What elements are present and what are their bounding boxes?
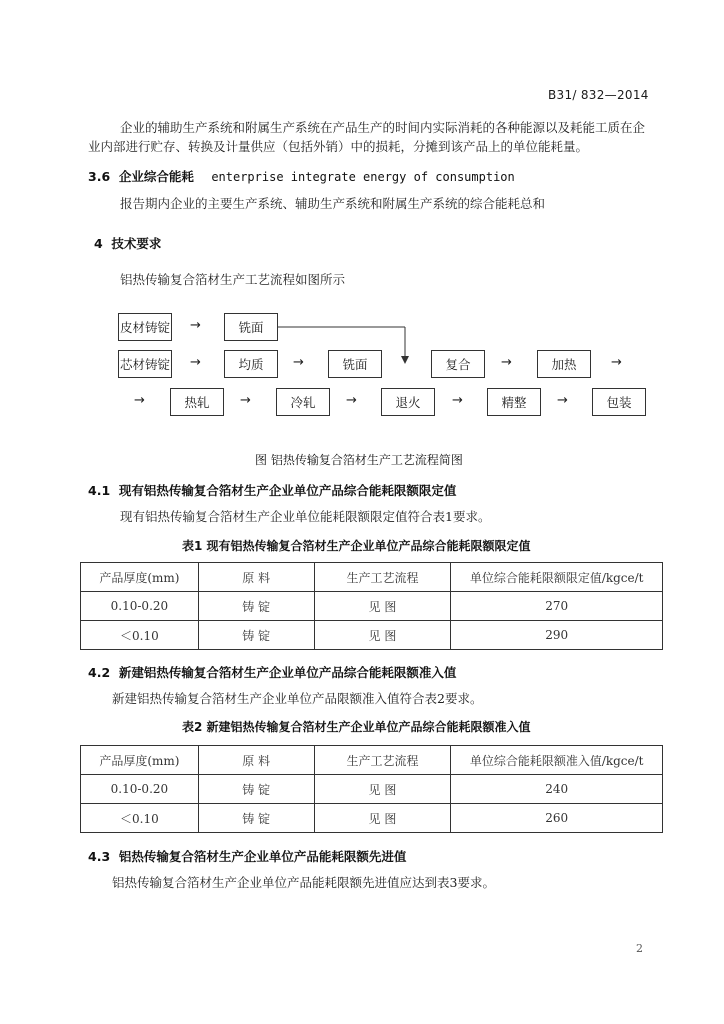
table-1 xyxy=(80,562,663,650)
table-cell: 0.10-0.20 xyxy=(81,775,199,804)
flow-arrow: → xyxy=(190,355,201,370)
section-4-heading xyxy=(94,234,161,252)
flow-box-heating: 加热 xyxy=(537,350,591,378)
section-number: 4.2 xyxy=(88,665,111,680)
table-row xyxy=(81,775,663,804)
flow-arrow: → xyxy=(134,393,145,408)
standard-number: B31/ 832—2014 xyxy=(548,88,649,102)
table-header-cell: 产品厚度(mm) xyxy=(81,563,199,592)
table-cell: 见 图 xyxy=(314,775,451,804)
section-4-1-body: 现有铝热传输复合箔材生产企业单位能耗限额限定值符合表1要求。 xyxy=(120,509,491,524)
table-row xyxy=(81,804,663,833)
flow-box-hot-rolling: 热轧 xyxy=(170,388,224,416)
table-2-caption: 表2 新建铝热传输复合箔材生产企业单位产品综合能耗限额准入值 xyxy=(182,720,531,734)
table-header-cell: 原 料 xyxy=(198,563,314,592)
section-title: 技术要求 xyxy=(111,236,162,251)
table-cell: 270 xyxy=(451,592,663,621)
section-title-en: enterprise integrate energy of consumption xyxy=(211,170,515,184)
flow-arrow: → xyxy=(190,318,201,333)
flow-box-skin-ingot: 皮材铸锭 xyxy=(118,313,172,341)
flow-box-core-ingot: 芯材铸锭 xyxy=(118,350,172,378)
flow-arrow: → xyxy=(611,355,622,370)
figure-caption: 图 铝热传输复合箔材生产工艺流程简图 xyxy=(255,453,463,467)
section-title: 新建铝热传输复合箔材生产企业单位产品综合能耗限额准入值 xyxy=(118,665,457,680)
flow-box-milling-1: 铣面 xyxy=(224,313,278,341)
section-number: 4.1 xyxy=(88,483,111,498)
table-cell: 见 图 xyxy=(314,804,451,833)
table-cell: 铸 锭 xyxy=(198,775,314,804)
table-cell: 铸 锭 xyxy=(198,621,314,650)
table-cell: ＜0.10 xyxy=(81,804,199,833)
section-4-3-body: 铝热传输复合箔材生产企业单位产品能耗限额先进值应达到表3要求。 xyxy=(112,875,495,890)
section-4-2-heading xyxy=(88,663,456,681)
table-cell: 240 xyxy=(451,775,663,804)
flow-arrow: → xyxy=(452,393,463,408)
flow-box-milling-2: 铣面 xyxy=(328,350,382,378)
section-number: 4.3 xyxy=(88,849,111,864)
flow-arrow: → xyxy=(501,355,512,370)
flow-arrow: → xyxy=(346,393,357,408)
flow-box-packaging: 包装 xyxy=(592,388,646,416)
section-number: 4 xyxy=(94,236,103,251)
page-number: 2 xyxy=(636,942,643,955)
table-header-cell: 原 料 xyxy=(198,746,314,775)
flow-box-annealing: 退火 xyxy=(381,388,435,416)
table-cell: 铸 锭 xyxy=(198,592,314,621)
section-number: 3.6 xyxy=(88,169,111,184)
flow-box-finishing: 精整 xyxy=(487,388,541,416)
table-header-row xyxy=(81,746,663,775)
table-header-cell: 产品厚度(mm) xyxy=(81,746,199,775)
section-4-2-body: 新建铝热传输复合箔材生产企业单位产品限额准入值符合表2要求。 xyxy=(112,691,483,706)
flow-arrow: → xyxy=(557,393,568,408)
table-cell: 见 图 xyxy=(314,592,451,621)
section-4-body: 铝热传输复合箔材生产工艺流程如图所示 xyxy=(120,272,346,287)
intro-line-1: 企业的辅助生产系统和附属生产系统在产品生产的时间内实际消耗的各种能源以及耗能工质在企 xyxy=(120,120,646,135)
table-cell: ＜0.10 xyxy=(81,621,199,650)
flow-box-homogenize: 均质 xyxy=(224,350,278,378)
table-cell: 290 xyxy=(451,621,663,650)
table-cell: 见 图 xyxy=(314,621,451,650)
flow-arrow: → xyxy=(293,355,304,370)
table-header-cell: 单位综合能耗限额准入值/kgce/t xyxy=(451,746,663,775)
flow-arrow: → xyxy=(240,393,251,408)
table-row xyxy=(81,621,663,650)
section-3-6-body: 报告期内企业的主要生产系统、辅助生产系统和附属生产系统的综合能耗总和 xyxy=(120,196,546,211)
table-cell: 0.10-0.20 xyxy=(81,592,199,621)
table-1-caption: 表1 现有铝热传输复合箔材生产企业单位产品综合能耗限额限定值 xyxy=(182,539,531,553)
section-4-1-heading xyxy=(88,481,456,499)
table-header-cell: 单位综合能耗限额限定值/kgce/t xyxy=(451,563,663,592)
table-2 xyxy=(80,745,663,833)
section-3-6-heading xyxy=(88,167,515,185)
table-cell: 铸 锭 xyxy=(198,804,314,833)
intro-line-2: 业内部进行贮存、转换及计量供应（包括外销）中的损耗，分摊到该产品上的单位能耗量。 xyxy=(88,139,589,154)
flow-box-cold-rolling: 冷轧 xyxy=(276,388,330,416)
table-row xyxy=(81,592,663,621)
table-header-cell: 生产工艺流程 xyxy=(314,746,451,775)
section-4-3-heading xyxy=(88,847,406,865)
flow-box-composite: 复合 xyxy=(431,350,485,378)
section-title-cn: 企业综合能耗 xyxy=(118,169,194,184)
section-title: 铝热传输复合箔材生产企业单位产品能耗限额先进值 xyxy=(118,849,407,864)
section-title: 现有铝热传输复合箔材生产企业单位产品综合能耗限额限定值 xyxy=(118,483,457,498)
table-header-cell: 生产工艺流程 xyxy=(314,563,451,592)
table-header-row xyxy=(81,563,663,592)
table-cell: 260 xyxy=(451,804,663,833)
